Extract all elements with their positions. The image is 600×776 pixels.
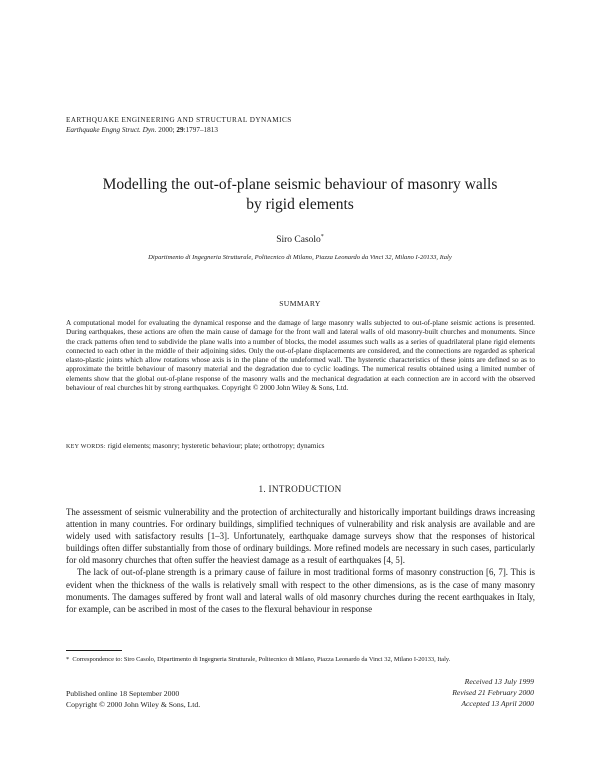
introduction-paragraph-2: The lack of out-of-plane strength is a primary cause of failure in most traditional forms of masonry construction [6, 7]. This is evident when the thickness of the walls is relatively small with respect to the other dimensions, as is the case of many masonry monuments. The damages suffered by front wall and lateral walls of old masonry churches during the recent earthquakes in Italy, for example, can be ascribed in most of the cases to the flexural behaviour in response <box>66 567 535 614</box>
citation-year: 2000; <box>156 126 177 134</box>
citation-journal: Earthquake Engng Struct. Dyn. <box>66 126 157 134</box>
accepted-date: Accepted 13 April 2000 <box>461 699 534 708</box>
keywords <box>66 442 535 450</box>
footnote-divider <box>66 650 122 651</box>
journal-name: EARTHQUAKE ENGINEERING AND STRUCTURAL DYNAMICS <box>66 116 292 124</box>
footnote-mark: * <box>66 656 70 663</box>
article-title-line-1: Modelling the out-of-plane seismic behaviour of masonry walls <box>102 176 498 193</box>
manuscript-dates <box>452 676 534 709</box>
author-affiliation: Dipartimento di Ingegneria Strutturale, Politecnico di Milano, Piazza Leonardo da Vinci 32, Milano I-20133, Italy <box>148 254 452 261</box>
introduction-body <box>66 506 535 615</box>
article-title <box>60 175 540 215</box>
footnote-text: Correspondence to: Siro Casolo, Dipartimento di Ingegneria Strutturale, Politecnico di Milano, Piazza Leonardo da Vinci 32, Milano I-20133, Italy. <box>72 656 451 663</box>
publication-info <box>66 688 200 710</box>
introduction-heading: 1. INTRODUCTION <box>258 484 342 494</box>
correspondence-footnote <box>66 655 545 664</box>
author-name: Siro Casolo <box>276 235 321 246</box>
received-date: Received 13 July 1999 <box>464 677 534 686</box>
author-footnote-mark: * <box>320 234 324 240</box>
author <box>60 234 540 245</box>
summary-heading: SUMMARY <box>279 299 321 308</box>
copyright-notice: Copyright © 2000 John Wiley & Sons, Ltd. <box>66 700 201 709</box>
citation-volume: 29 <box>176 126 184 134</box>
citation-pages: :1797–1813 <box>183 126 218 134</box>
summary-text: A computational model for evaluating the dynamical response and the damage of large masonry walls subjected to out-of-plane seismic actions is presented. During earthquakes, these actions are often the main cause of damage for the front wall and lateral walls of old masonry-built churches and monuments. Since the crack patterns often tend to subdivide the plane walls into a number of blocks, the model assumes such walls as a series of quadrilateral plane rigid elements connected to each other in the middle of their adjoining sides. Only the out-of-plane displacements are considered, and the connections are regarded as spherical elasto-plastic joints which allow rotations whose axis is in the plane of the undeformed wall. The hysteretic characteristics of these joints are defined so as to approximate the brittle behaviour of masonry material and the degradation due to cyclic loadings. The numerical results obtained using a limited number of elements show that the global out-of-plane response of the masonry walls and the mechanical degradation at each connection are in accord with the observed behaviour of real churches hit by strong earthquakes. Copyright © 2000 John Wiley & Sons, Ltd. <box>66 319 535 393</box>
article-title-line-2: by rigid elements <box>246 196 354 213</box>
journal-citation <box>66 126 218 134</box>
keywords-label: KEY WORDS: <box>66 444 106 450</box>
introduction-paragraph-1: The assessment of seismic vulnerability and the protection of architecturally and historically important buildings draws increasing attention in many countries. For ordinary buildings, simplified techniques of vulnerability and risk analysis are available and are widely used with satisfactory results [1–3]. Unfortunately, earthquake damage surveys show that the responses of historical buildings often differ substantially from those of ordinary buildings. More refined models are necessary in such cases, particularly for old masonry churches that often suffer the heaviest damage as a result of earthquakes [4, 5]. <box>66 507 535 566</box>
revised-date: Revised 21 February 2000 <box>452 688 534 697</box>
published-online: Published online 18 September 2000 <box>66 689 180 698</box>
keywords-list: rigid elements; masonry; hysteretic behaviour; plate; orthotropy; dynamics <box>107 442 325 450</box>
